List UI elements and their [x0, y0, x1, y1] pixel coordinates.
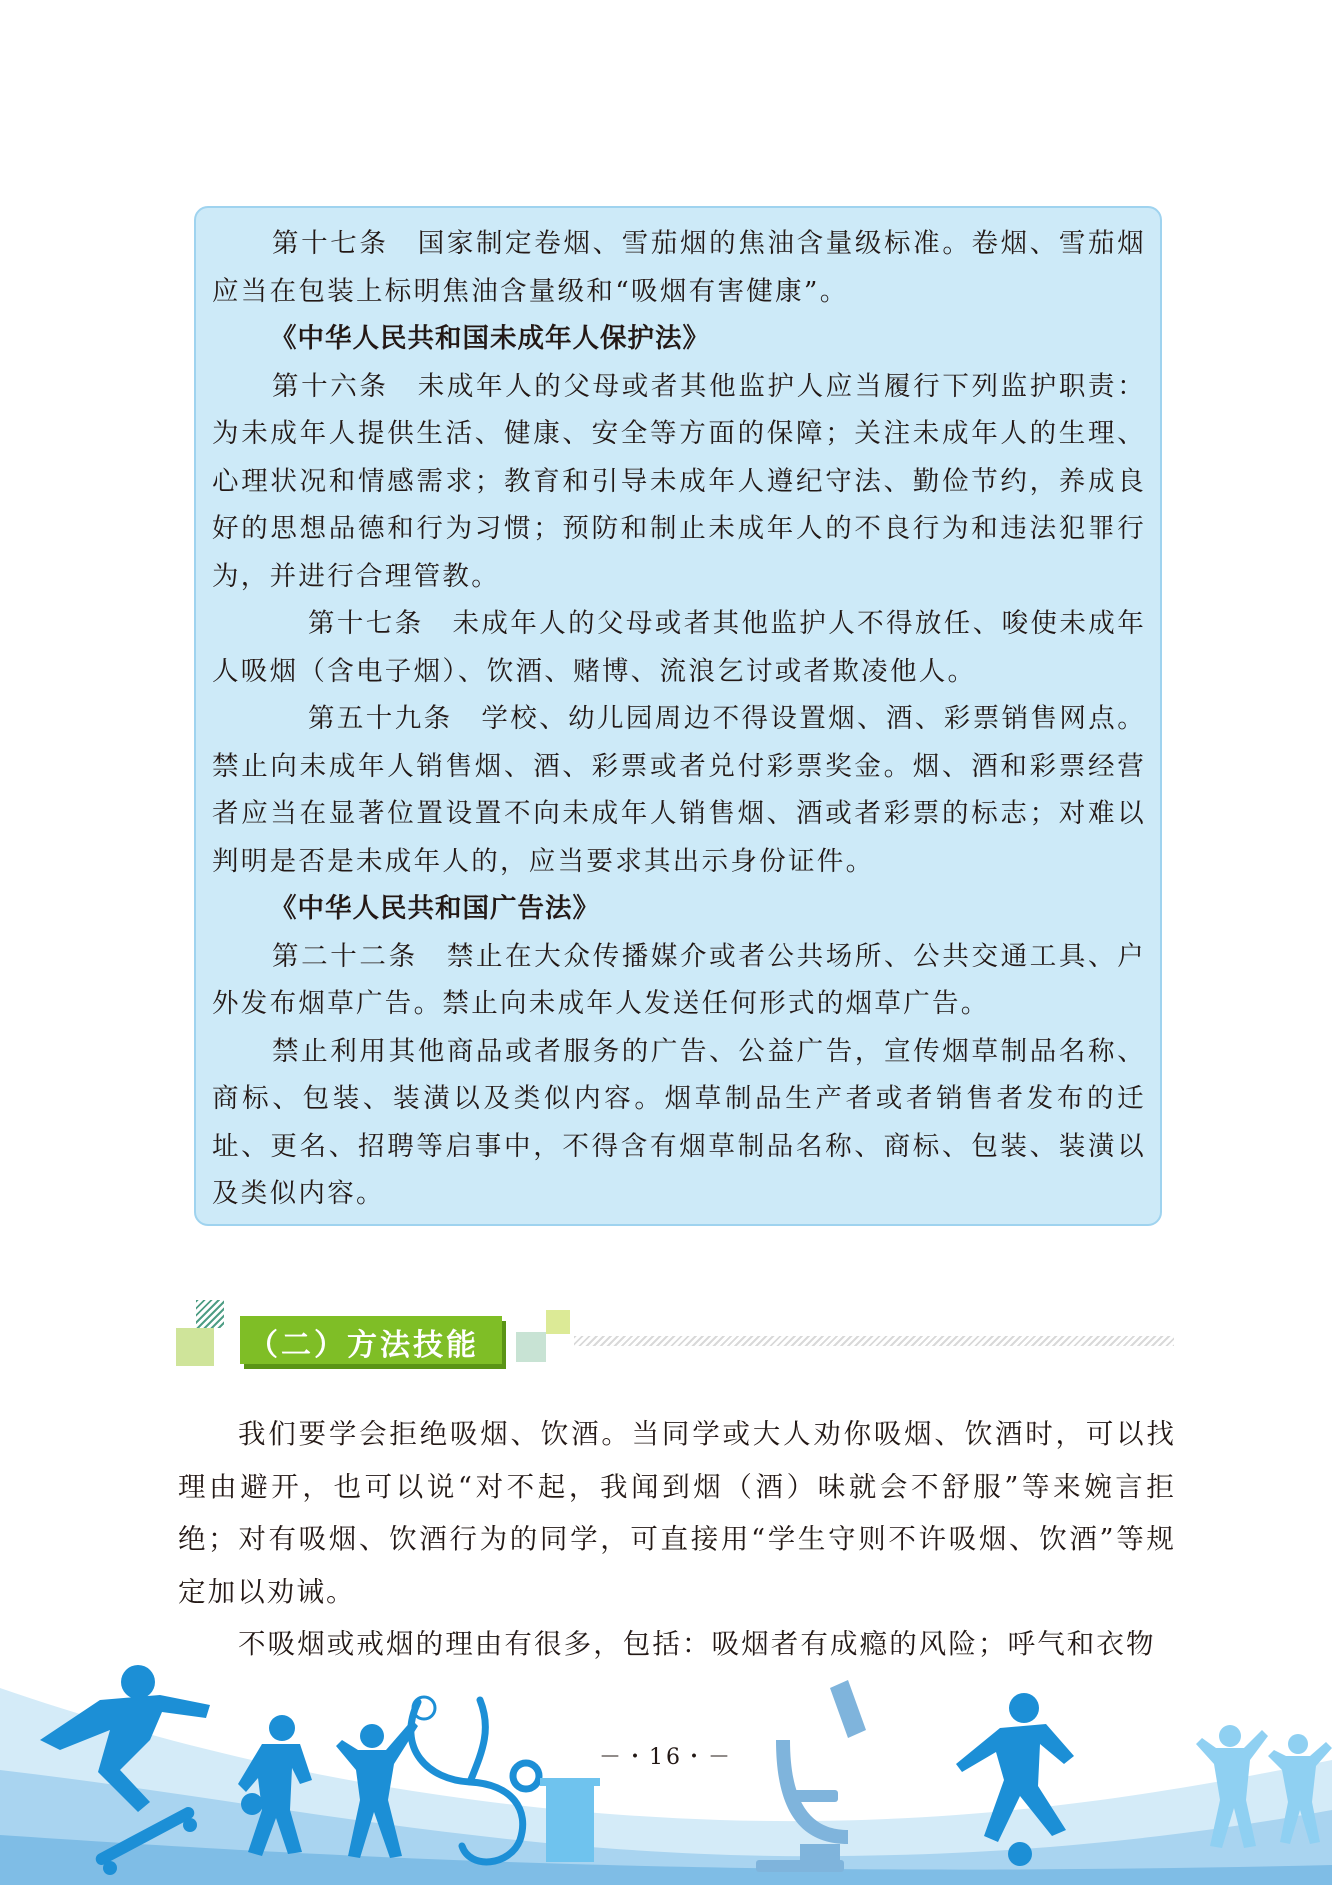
law-paragraph: 禁止利用其他商品或者服务的广告、公益广告，宣传烟草制品名称、商标、包装、装潢以及类似内容。烟草制品生产者或者销售者发布的迁址、更名、招聘等启事中，不得含有烟草制品名称、商标、包装、装潢以及类似内容。: [212, 1035, 1146, 1209]
body-paragraph: 我们要学会拒绝吸烟、饮酒。当同学或大人劝你吸烟、饮酒时，可以找理由避开，也可以说“对不起，我闻到烟（酒）味就会不舒服”等来婉言拒绝；对有吸烟、饮酒行为的同学，可直接用“学生守则不许吸烟、饮酒”等规定加以劝诫。: [178, 1418, 1176, 1608]
section-divider-line: [574, 1336, 1174, 1346]
page-number: －・16・－: [599, 1745, 733, 1770]
decor-square-small: [546, 1310, 570, 1334]
law-title: 《中华人民共和国未成年人保护法》: [270, 323, 710, 354]
law-title: 《中华人民共和国广告法》: [270, 893, 600, 924]
decor-square-light: [176, 1328, 214, 1366]
section-header: [176, 1300, 1176, 1370]
law-paragraph: 第十七条 国家制定卷烟、雪茄烟的焦油含量级标准。卷烟、雪茄烟应当在包装上标明焦油含量级和“吸烟有害健康”。: [212, 228, 1146, 307]
law-paragraph: 第二十二条 禁止在大众传播媒介或者公共场所、公共交通工具、户外发布烟草广告。禁止向未成年人发送任何形式的烟草广告。: [212, 940, 1146, 1019]
section-title: （二）方法技能: [248, 1328, 479, 1363]
law-paragraph: 第十七条 未成年人的父母或者其他监护人不得放任、唆使未成年人吸烟（含电子烟）、饮酒、赌博、流浪乞讨或者欺凌他人。: [212, 608, 1146, 687]
beaker-icon: [540, 1778, 600, 1862]
body-text: [178, 1408, 1176, 1671]
law-paragraph: 第十六条 未成年人的父母或者其他监护人应当履行下列监护职责：为未成年人提供生活、健康、安全等方面的保障；关注未成年人的生理、心理状况和情感需求；教育和引导未成年人遵纪守法、勤俭节约，养成良好的思想品德和行为习惯；预防和制止未成年人的不良行为和违法犯罪行为，并进行合理管教。: [212, 370, 1146, 592]
decor-square-hatched: [196, 1300, 224, 1328]
law-excerpt-box: [194, 206, 1162, 1226]
law-excerpt-text: [212, 220, 1146, 1218]
footer-decoration: [0, 1660, 1332, 1885]
decor-square-pale: [516, 1332, 546, 1362]
law-paragraph: 第五十九条 学校、幼儿园周边不得设置烟、酒、彩票销售网点。禁止向未成年人销售烟、酒、彩票或者兑付彩票奖金。烟、酒和彩票经营者应当在显著位置设置不向未成年人销售烟、酒或者彩票的标志；对难以判明是否是未成年人的，应当要求其出示身份证件。: [212, 703, 1146, 877]
body-paragraph: 不吸烟或戒烟的理由有很多，包括：吸烟者有成瘾的风险；呼气和衣物: [238, 1628, 1156, 1660]
